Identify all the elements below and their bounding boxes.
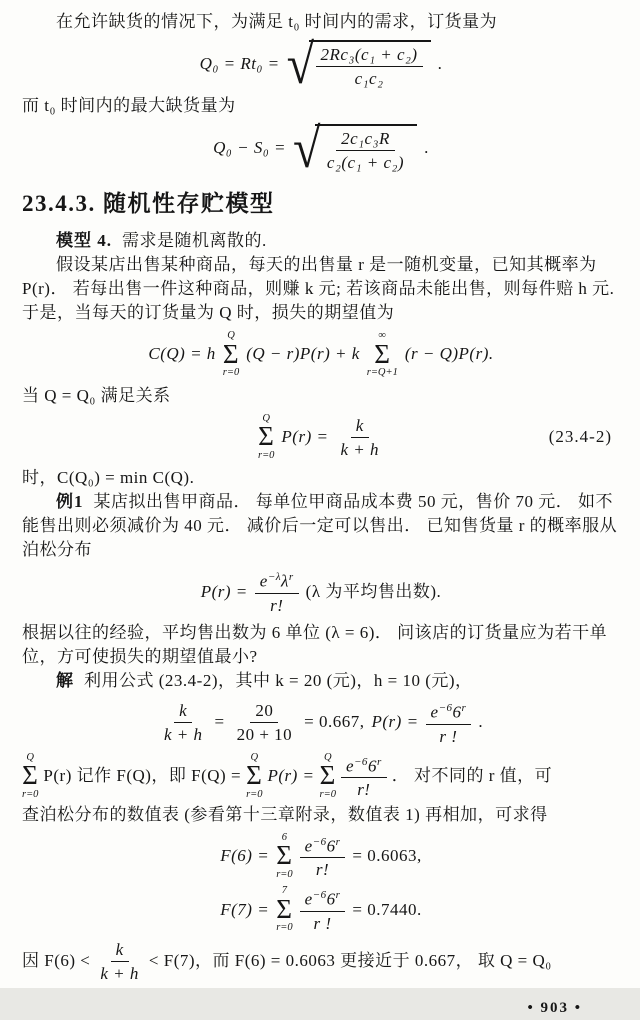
intro-line-2: 而 t₀ 时间内的最大缺货量为	[22, 96, 236, 115]
sigma-symbol: Σ	[258, 421, 275, 452]
formula-lhs: F(6) =	[220, 845, 270, 865]
sigma-symbol: Σ	[22, 760, 39, 791]
formula-period: .	[437, 54, 443, 73]
summation	[320, 752, 336, 801]
radical-sign-icon: √	[286, 32, 315, 96]
fraction-denominator: r !	[439, 726, 458, 746]
fraction-numerator: k	[351, 415, 369, 438]
example-label: 例1	[56, 492, 84, 512]
solution-text: 利用公式 (23.4-2)，其中 k = 20 (元)，h = 10 (元)，	[84, 671, 473, 691]
model-label: 模型 4.	[56, 231, 112, 250]
sum-lower-limit: r=0	[222, 367, 240, 379]
formula-lhs: Q₀ − S₀ =	[213, 138, 286, 157]
square-root	[286, 32, 431, 96]
fraction-numerator: k	[111, 939, 129, 962]
fraction-numerator: $e^{-6}6^r$	[300, 885, 346, 912]
sum-upper-limit: 7	[281, 885, 288, 897]
example-line-2: 能售出则必须减价为 40 元． 减价后一定可以售出． 已知售货量 r 的概率服从	[22, 516, 618, 536]
formula-period: .	[478, 712, 484, 732]
fraction-numerator: 2c₁c₃R	[336, 128, 395, 151]
section-heading: 23.4.3. 随机性存贮模型	[22, 191, 275, 216]
sigma-symbol: Σ	[276, 893, 293, 924]
page-number: • 903 •	[527, 999, 582, 1016]
fraction-denominator: 20 + 10	[236, 724, 293, 744]
inline-math-part: P(r) =	[267, 766, 315, 786]
square-root	[292, 116, 417, 180]
sum-upper-limit: Q	[262, 412, 270, 424]
summation	[276, 885, 292, 934]
fraction-numerator: $e^{-6}6^r$	[426, 698, 472, 725]
example-line-3: 泊松分布	[22, 540, 92, 560]
formula-note: (λ 为平均售出数).	[305, 581, 442, 601]
sum-lower-limit: r=0	[276, 922, 293, 934]
fraction-numerator: $e^{-\lambda}\lambda^r$	[255, 567, 299, 594]
fraction	[322, 128, 409, 173]
fraction-denominator: r!	[270, 596, 284, 616]
sum-lower-limit: r=0	[22, 788, 39, 800]
inline-text: P(r) 记作 F(Q)，即 F(Q) =	[43, 766, 242, 786]
equals-sign: =	[214, 712, 225, 732]
radicand	[309, 40, 431, 89]
summation	[367, 330, 398, 379]
sum-lower-limit: r=0	[276, 868, 293, 880]
solution-line	[22, 669, 620, 693]
inline-text: ． 对不同的 r 值，可	[391, 766, 553, 786]
formula-period: .	[424, 138, 429, 157]
fraction-denominator: k + h	[163, 724, 203, 744]
sum-upper-limit: 6	[281, 831, 288, 843]
relation-intro-line: 当 Q = Q₀ 满足关系	[22, 385, 171, 405]
fraction	[341, 752, 387, 801]
intro-line-1: 在允许缺货的情况下，为满足 t₀ 时间内的需求，订货量为	[56, 12, 498, 31]
sigma-symbol: Σ	[319, 760, 336, 791]
formula-result: = 0.7440.	[352, 899, 422, 919]
fraction	[232, 700, 298, 745]
paragraph-line: 于是，当每天的订货量为 Q 时，损失的期望值为	[22, 303, 395, 322]
sum-upper-limit: Q	[323, 751, 332, 763]
formula-part: (r − Q)P(r).	[404, 344, 494, 364]
formula-part: P(r) =	[371, 712, 419, 732]
fraction-denominator: k + h	[100, 963, 139, 983]
fraction-denominator: r!	[357, 780, 371, 800]
fraction	[300, 885, 346, 934]
formula-part: C(Q) = h	[148, 344, 216, 364]
example-line-1	[22, 490, 620, 514]
model-title-line	[22, 229, 620, 253]
sigma-symbol: Σ	[276, 840, 293, 871]
summation	[223, 330, 239, 379]
fraction	[335, 415, 384, 460]
summation	[246, 752, 262, 801]
sigma-symbol: Σ	[222, 338, 240, 369]
formula-lhs: F(7) =	[220, 899, 270, 919]
formula-part: = 0.667,	[304, 712, 365, 732]
formula-part: P(r) =	[281, 427, 329, 447]
formula-part: (Q − r)P(r) + k	[246, 344, 360, 364]
sum-upper-limit: ∞	[378, 330, 387, 341]
sum-upper-limit: Q	[250, 751, 259, 763]
example-text: 某店拟出售甲商品． 每单位甲商品成本费 50 元，售价 70 元． 如不	[93, 492, 613, 512]
summation	[22, 752, 38, 801]
fraction-numerator: 2Rc₃(c₁ + c₂)	[316, 44, 423, 67]
formula-lhs: P(r) =	[200, 581, 248, 601]
formula-max-shortage	[22, 116, 620, 180]
fraction-denominator: r!	[315, 860, 330, 880]
sigma-symbol: Σ	[374, 338, 391, 369]
equation-number: (23.4-2)	[548, 427, 612, 447]
sigma-symbol: Σ	[246, 760, 263, 791]
summation	[276, 832, 292, 881]
fraction-denominator: c₁c₂	[354, 68, 384, 88]
fraction	[159, 700, 208, 745]
summation	[258, 413, 274, 462]
formula-23-4-2	[22, 413, 620, 462]
paragraph-line: 假设某店出售某种商品，每天的出售量 r 是一随机变量，已知其概率为	[56, 255, 597, 274]
sum-lower-limit: r=0	[246, 788, 263, 800]
conclusion-line	[22, 939, 620, 984]
solution-label: 解	[56, 671, 74, 691]
radicand	[315, 124, 417, 173]
paragraph-line: 位，方可使损失的期望值最小?	[22, 647, 258, 667]
fraction-numerator: 20	[250, 700, 278, 723]
fraction	[255, 567, 299, 616]
formula-order-quantity	[22, 32, 620, 96]
inline-text: < F(7)，而 F(6) = 0.6063 更接近于 0.667， 取 Q = Q₀	[148, 951, 552, 971]
fraction-numerator: $e^{-6}6^r$	[341, 752, 387, 779]
fraction-numerator: k	[174, 700, 192, 723]
model-text: 需求是随机离散的.	[122, 231, 267, 250]
fraction-denominator: k + h	[340, 439, 379, 459]
fraction-denominator: r !	[313, 913, 332, 933]
formula-poisson	[22, 567, 620, 616]
sum-lower-limit: r=0	[319, 788, 336, 800]
inline-text: 因 F(6) <	[22, 951, 91, 971]
fraction	[300, 832, 346, 881]
sum-lower-limit: r=0	[258, 449, 275, 461]
paragraph-line: P(r)． 若每出售一件这种商品，则赚 k 元; 若该商品未能出售，则每件赔 h 元.	[22, 279, 615, 298]
fraction	[95, 939, 144, 984]
paragraph-line: 根据以往的经验，平均售出数为 6 单位 (λ = 6)． 问该店的订货量应为若干单	[22, 623, 608, 643]
formula-lhs: Q₀ = Rt₀ =	[199, 54, 280, 73]
fq-definition-line	[22, 752, 620, 801]
fraction-denominator: c₂(c₁ + c₂)	[326, 152, 405, 172]
sum-lower-limit: r=Q+1	[366, 367, 398, 379]
formula-f6	[22, 832, 620, 881]
radical-sign-icon: √	[292, 116, 321, 180]
sum-upper-limit: Q	[26, 751, 34, 763]
formula-critical-ratio	[22, 698, 620, 747]
relation-outro-line: 时，C(Q₀) = min C(Q).	[22, 468, 195, 488]
formula-result: = 0.6063,	[352, 845, 422, 865]
sum-upper-limit: Q	[227, 330, 235, 341]
fraction-numerator: $e^{-6}6^r$	[300, 832, 346, 859]
formula-f7	[22, 885, 620, 934]
fraction	[426, 698, 472, 747]
paragraph-line: 查泊松分布的数值表 (参看第十三章附录，数值表 1) 再相加，可求得	[22, 804, 548, 824]
formula-expected-loss	[22, 330, 620, 379]
fraction	[316, 44, 423, 89]
